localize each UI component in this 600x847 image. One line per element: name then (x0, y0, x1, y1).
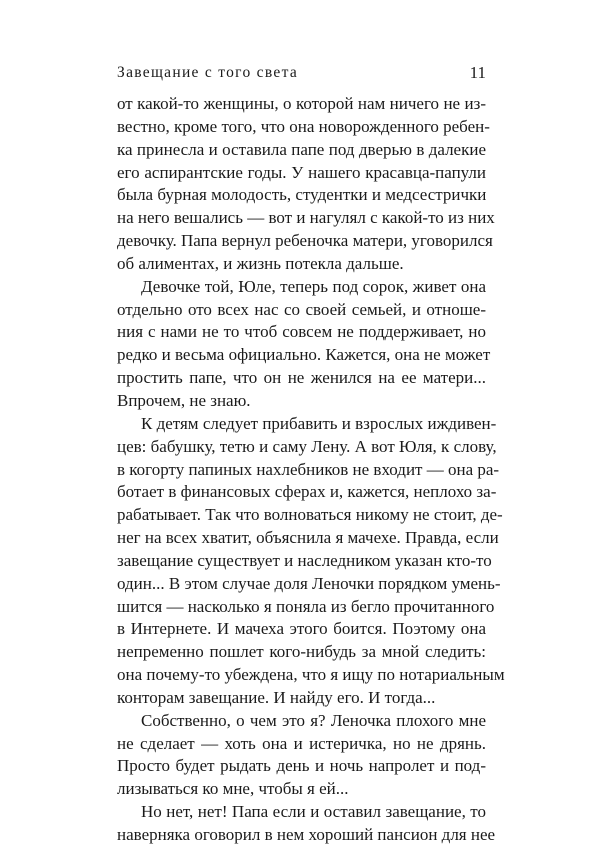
text-line: нег на всех хватит, объяснила я мачехе. Правда, если (117, 528, 499, 548)
paragraph (117, 276, 491, 413)
text-line: на него вешались — вот и нагулял с какой-то из них (117, 208, 495, 228)
text-line: редко и весьма официально. Кажется, она не может (117, 345, 491, 365)
paragraph (117, 801, 496, 847)
text-line: отдельно ото всех нас со своей семьей, и отноше- (117, 299, 486, 319)
paragraph (117, 413, 505, 710)
text-line: Собственно, о чем это я? Леночка плохого мне (141, 710, 486, 730)
page-number: 11 (469, 63, 486, 82)
text-line: ка принесла и оставила папе под дверью в далекие (117, 139, 486, 159)
text-line: не сделает — хоть она и истеричка, но не дрянь. (117, 733, 486, 753)
text-line: рабатывает. Так что волноваться никому не стоит, де- (117, 505, 503, 525)
running-header (117, 62, 486, 84)
text-line: завещание существует и наследником указан кто-то (117, 550, 492, 570)
text-line: один... В этом случае доля Леночки порядком умень- (117, 573, 501, 593)
text-line: простить папе, что он не женился на ее матери... (117, 368, 486, 388)
text-line: Девочке той, Юле, теперь под сорок, живет она (141, 276, 486, 296)
text-line: Но нет, нет! Папа если и оставил завещание, то (141, 802, 486, 822)
text-line: наверняка оговорил в нем хороший пансион для нее (117, 825, 496, 844)
text-line: вестно, кроме того, что она новорожденного ребен- (117, 116, 490, 136)
text-line: его аспирантские годы. У нашего красавца-папули (117, 162, 486, 182)
text-line: в когорту папиных нахлебников не входит — она ра- (117, 459, 500, 479)
text-line: шится — насколько я поняла из бегло прочитанного (117, 596, 495, 616)
text-line: Впрочем, не знаю. (117, 390, 251, 410)
text-line: в Интернете. И мачеха этого боится. Поэтому она (117, 619, 486, 639)
text-line: конторам завещание. И найду его. И тогда... (117, 687, 436, 707)
text-line: цев: бабушку, тетю и саму Лену. А вот Юля, к слову, (117, 436, 497, 456)
text-line: непременно пошлет кого-нибудь за мной следить: (117, 642, 486, 662)
running-title: Завещание с того света (117, 64, 299, 81)
text-line: Просто будет рыдать день и ночь напролет и под- (117, 756, 486, 776)
text-line: была бурная молодость, студентки и медсестрички (117, 185, 487, 205)
text-line: К детям следует прибавить и взрослых иждивен- (141, 413, 497, 433)
body-text (117, 93, 505, 847)
text-line: лизываться ко мне, чтобы я ей... (117, 779, 349, 799)
text-line: об алиментах, и жизнь потекла дальше. (117, 253, 404, 273)
paragraph (117, 93, 495, 276)
text-line: ния с нами не то чтоб совсем не поддерживает, но (117, 322, 486, 342)
text-line: от какой-то женщины, о которой нам ничего не из- (117, 94, 486, 113)
text-line: девочку. Папа вернул ребеночка матери, уговорился (117, 231, 493, 251)
text-line: ботает в финансовых сферах и, кажется, неплохо за- (117, 482, 497, 502)
paragraph (117, 710, 486, 801)
text-line: она почему-то убеждена, что я ищу по нотариальным (117, 665, 505, 685)
